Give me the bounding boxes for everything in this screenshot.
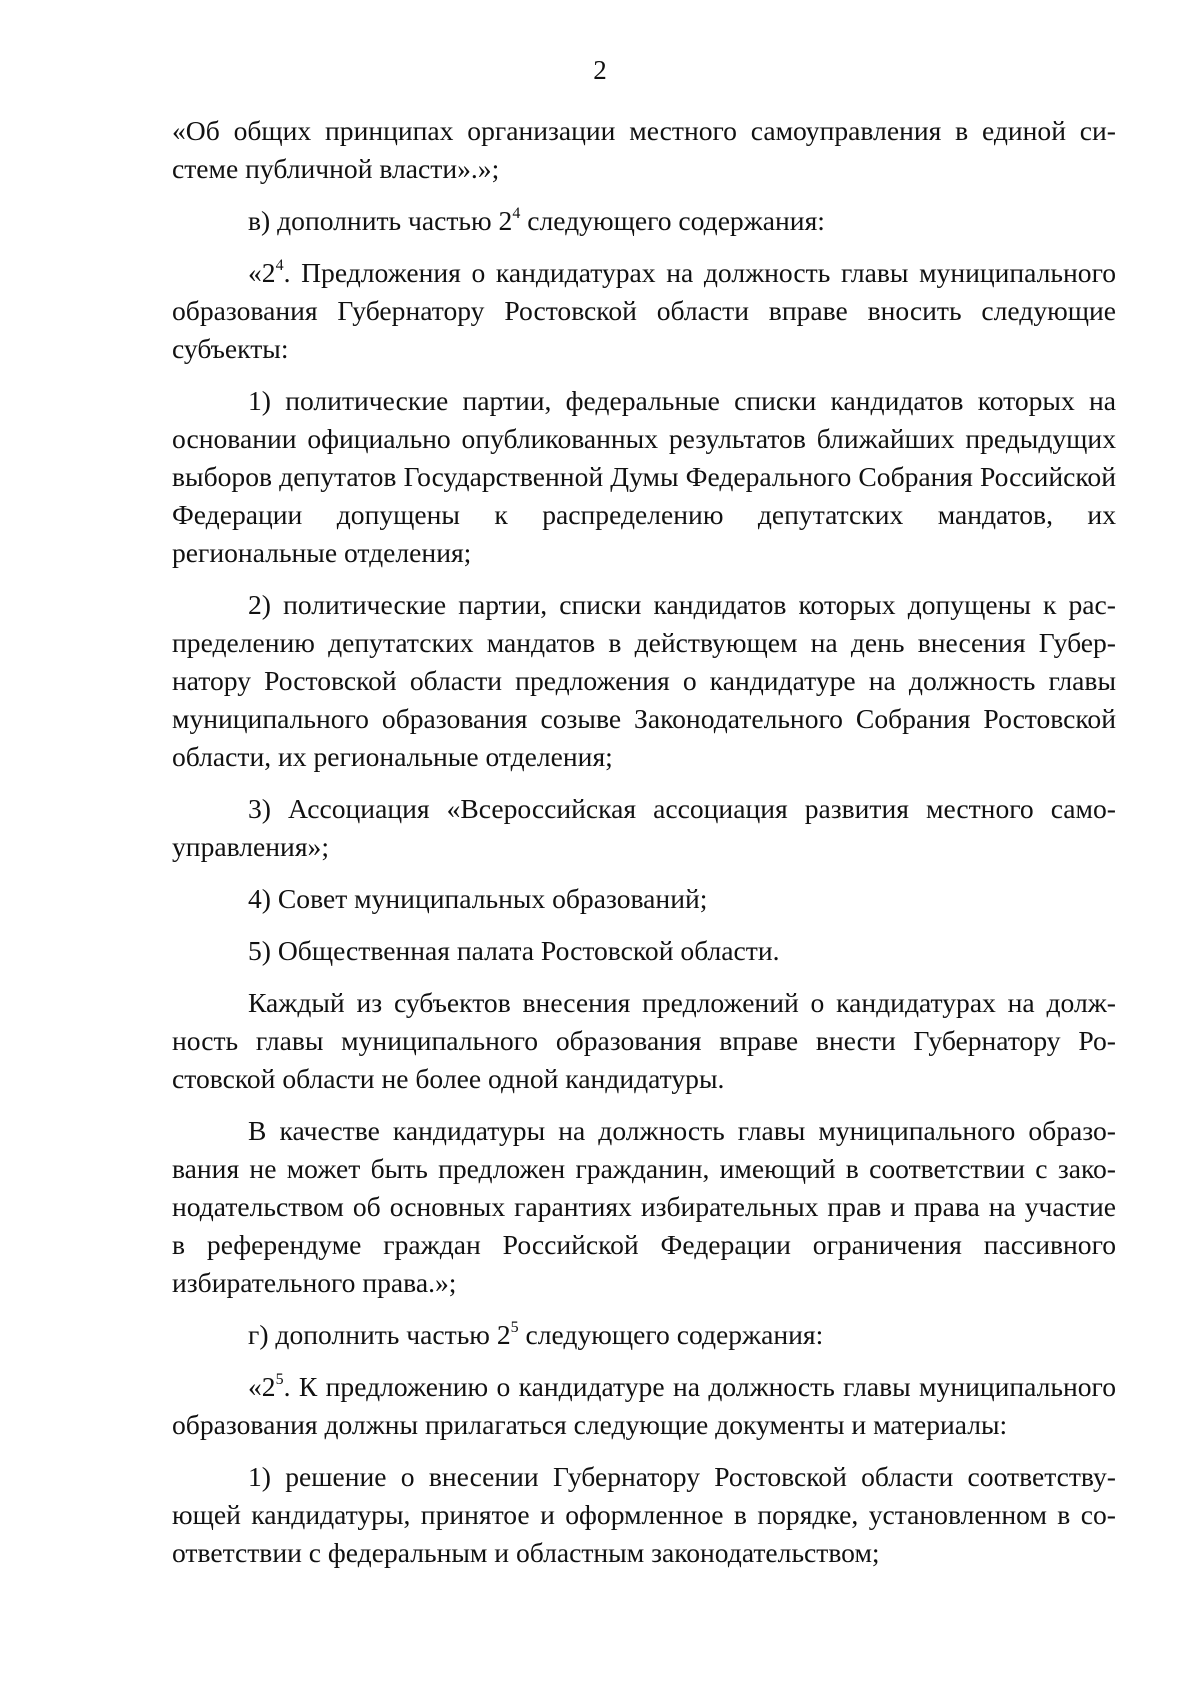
paragraph	[172, 1112, 1116, 1302]
paragraph	[172, 586, 1116, 776]
paragraph-text: «2	[248, 1371, 276, 1402]
document-body	[172, 112, 1116, 1586]
paragraph	[172, 984, 1116, 1098]
paragraph	[172, 202, 1116, 240]
superscript: 4	[275, 256, 284, 274]
paragraph-text: В качестве кандидатуры на должность главы муниципального образования не может быть предложен гражданин, имеющий в соответствии с законодательством об основных гарантиях избирательных прав и права на участие в референдуме граждан Российской Федерации ограничения пассивного избирательного права.»;	[172, 1115, 1116, 1298]
paragraph	[172, 382, 1116, 572]
paragraph-text: «2	[248, 257, 276, 288]
paragraph	[172, 932, 1116, 970]
page-number: 2	[593, 55, 607, 85]
paragraph	[172, 1316, 1116, 1354]
superscript: 5	[275, 1370, 284, 1388]
paragraph-text: следующего содержания:	[520, 205, 825, 236]
paragraph-text: «Об общих принципах организации местного самоуправления в единой системе публичной власти».»;	[172, 115, 1116, 184]
paragraph-text: 3) Ассоциация «Всероссийская ассоциация развития местного самоуправления»;	[172, 793, 1116, 862]
paragraph-text: 4) Совет муниципальных образований;	[248, 883, 708, 914]
paragraph	[172, 790, 1116, 866]
superscript: 5	[510, 1318, 519, 1336]
paragraph-text: Каждый из субъектов внесения предложений о кандидатурах на должность главы муниципального образования вправе внести Губернатору Ростовской области не более одной кандидатуры.	[172, 987, 1116, 1094]
paragraph	[172, 1368, 1116, 1444]
paragraph-text: г) дополнить частью 2	[248, 1319, 511, 1350]
paragraph-text: следующего содержания:	[518, 1319, 824, 1350]
paragraph-text: . К предложению о кандидатуре на должность главы муниципального образования должны прилагаться следующие документы и материалы:	[172, 1371, 1116, 1440]
superscript: 4	[512, 204, 521, 222]
paragraph-text: в) дополнить частью 2	[248, 205, 513, 236]
paragraph-text: 1) политические партии, федеральные списки кандидатов которых на основании официально опубликованных результатов ближайших предыдущих выборов депутатов Государственной Думы Федерального Собрания Российской Федерации допущены к распределению депутатских мандатов, их региональные отделения;	[172, 385, 1116, 568]
paragraph	[172, 254, 1116, 368]
paragraph-text: 5) Общественная палата Ростовской области.	[248, 935, 780, 966]
paragraph-text: . Предложения о кандидатурах на должность главы муниципального образования Губернатору Ростовской области вправе вносить следующие субъекты:	[172, 257, 1116, 364]
paragraph-text: 1) решение о внесении Губернатору Ростовской области соответствующей кандидатуры, принятое и оформленное в порядке, установленном в соответствии с федеральным и областным законодательством;	[172, 1461, 1116, 1568]
paragraph-text: 2) политические партии, списки кандидатов которых допущены к распределению депутатских мандатов в действующем на день внесения Губернатору Ростовской области предложения о кандидатуре на должность главы муниципального образования созыве Законодательного Собрания Ростовской области, их региональные отделения;	[172, 589, 1116, 772]
paragraph	[172, 1458, 1116, 1572]
paragraph	[172, 112, 1116, 188]
paragraph	[172, 880, 1116, 918]
